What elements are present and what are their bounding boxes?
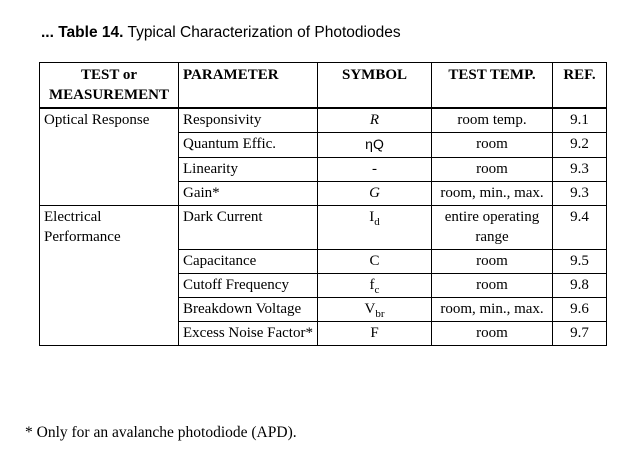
symbol-cell [318, 206, 432, 250]
ref-cell: 9.2 [553, 133, 607, 158]
symbol-cell [318, 182, 432, 206]
temp-cell: room temp. [432, 108, 553, 133]
category-cell: Optical Response [40, 108, 179, 206]
parameter-cell: Gain* [179, 182, 318, 206]
symbol-subscript: d [374, 216, 380, 228]
table-number: ... Table 14. [41, 24, 124, 41]
symbol-subscript: br [375, 308, 385, 320]
header-symbol: SYMBOL [318, 63, 432, 109]
header-ref: REF. [553, 63, 607, 109]
parameter-cell: Breakdown Voltage [179, 298, 318, 322]
symbol-text: f [369, 277, 375, 293]
temp-cell: room [432, 133, 553, 158]
parameter-cell: Excess Noise Factor* [179, 322, 318, 346]
table-title: Typical Characterization of Photodiodes [127, 24, 401, 41]
category-cell: Electrical Performance [40, 206, 179, 346]
parameter-cell: Quantum Effic. [179, 133, 318, 158]
symbol-text: I [369, 209, 375, 225]
symbol-text: G [369, 185, 380, 201]
header-parameter: PARAMETER [179, 63, 318, 109]
symbol-subscript: c [374, 284, 380, 296]
ref-cell: 9.3 [553, 182, 607, 206]
footnote: * Only for an avalanche photodiode (APD). [25, 424, 297, 441]
temp-cell: room, min., max. [432, 182, 553, 206]
temp-cell: room, min., max. [432, 298, 553, 322]
ref-cell: 9.5 [553, 250, 607, 274]
header-test-temp: TEST TEMP. [432, 63, 553, 109]
temp-cell: entire operating range [432, 206, 553, 250]
table-header-row [40, 63, 607, 109]
temp-cell: room [432, 322, 553, 346]
symbol-cell [318, 274, 432, 298]
table-row [40, 108, 607, 133]
symbol-text: V [364, 301, 376, 317]
symbol-cell [318, 322, 432, 346]
parameter-cell: Responsivity [179, 108, 318, 133]
parameter-cell: Capacitance [179, 250, 318, 274]
ref-cell: 9.8 [553, 274, 607, 298]
symbol-text: ηQ [365, 136, 384, 152]
symbol-text: - [372, 161, 377, 177]
symbol-cell [318, 108, 432, 133]
header-test: TEST or MEASUREMENT [40, 63, 179, 109]
temp-cell: room [432, 274, 553, 298]
ref-cell: 9.7 [553, 322, 607, 346]
parameter-cell: Dark Current [179, 206, 318, 250]
parameter-cell: Cutoff Frequency [179, 274, 318, 298]
characterization-table [39, 62, 607, 346]
symbol-text: F [370, 325, 379, 341]
symbol-cell [318, 158, 432, 182]
ref-cell: 9.1 [553, 108, 607, 133]
ref-cell: 9.3 [553, 158, 607, 182]
symbol-cell [318, 298, 432, 322]
table-row [40, 206, 607, 250]
symbol-cell [318, 133, 432, 158]
temp-cell: room [432, 158, 553, 182]
symbol-text: C [369, 253, 380, 269]
symbol-text: R [369, 112, 380, 128]
temp-cell: room [432, 250, 553, 274]
ref-cell: 9.6 [553, 298, 607, 322]
table-caption [41, 24, 401, 42]
parameter-cell: Linearity [179, 158, 318, 182]
ref-cell: 9.4 [553, 206, 607, 250]
symbol-cell [318, 250, 432, 274]
